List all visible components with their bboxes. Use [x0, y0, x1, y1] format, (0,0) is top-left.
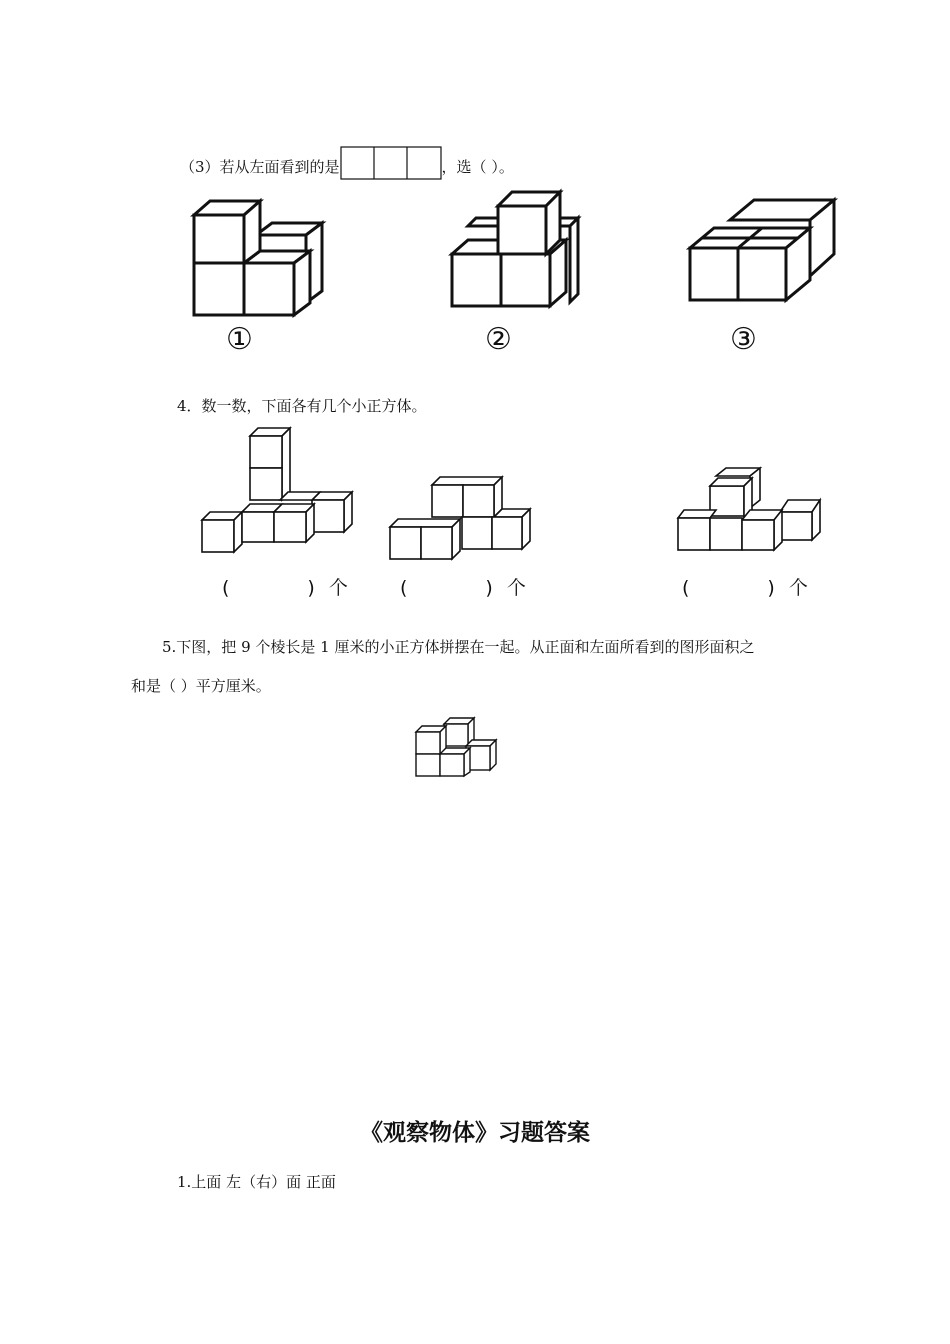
unit: 个 [506, 577, 526, 599]
q3-option-3-cubes [686, 196, 841, 306]
q3-option-3-label: ③ [730, 322, 757, 357]
q5-line-2: 和是（ ）平方厘米。 [131, 677, 271, 695]
left-view-three-squares [340, 146, 442, 180]
q3-option-1-label: ① [226, 322, 253, 357]
q3-prefix: （3）若从左面看到的是 [180, 158, 340, 176]
q4-figure-2-cubes [388, 475, 538, 565]
q3-line [180, 146, 514, 180]
q3-suffix: ，选（ ）。 [441, 158, 514, 176]
q4-figure-3-cubes [676, 466, 826, 556]
q4-blank-2[interactable] [400, 573, 526, 600]
answers-title: 《观察物体》习题答案 [360, 1119, 590, 1146]
blank-close: ) [485, 577, 493, 599]
blank-open: ( [682, 577, 690, 599]
q4-blank-1[interactable] [222, 573, 348, 600]
q3-option-2-label: ② [485, 322, 512, 357]
q4-figure-1-cubes [200, 428, 360, 558]
blank-close: ) [307, 577, 315, 599]
q5-line-1: 5.下图，把 9 个棱长是 1 厘米的小正方体拼摆在一起。从正面和左面所看到的图形面积之 [162, 638, 755, 656]
answer-item-1: 1.上面 左（右）面 正面 [177, 1173, 336, 1191]
q5-cube-stack [414, 716, 504, 780]
q4-text: 4．数一数，下面各有几个小正方体。 [177, 397, 427, 415]
q3-option-1-cubes [190, 195, 330, 320]
unit: 个 [788, 577, 808, 599]
blank-open: ( [222, 577, 230, 599]
q3-option-2-cubes [446, 188, 586, 313]
unit: 个 [328, 577, 348, 599]
q4-blank-3[interactable] [682, 573, 808, 600]
blank-open: ( [400, 577, 408, 599]
blank-close: ) [767, 577, 775, 599]
